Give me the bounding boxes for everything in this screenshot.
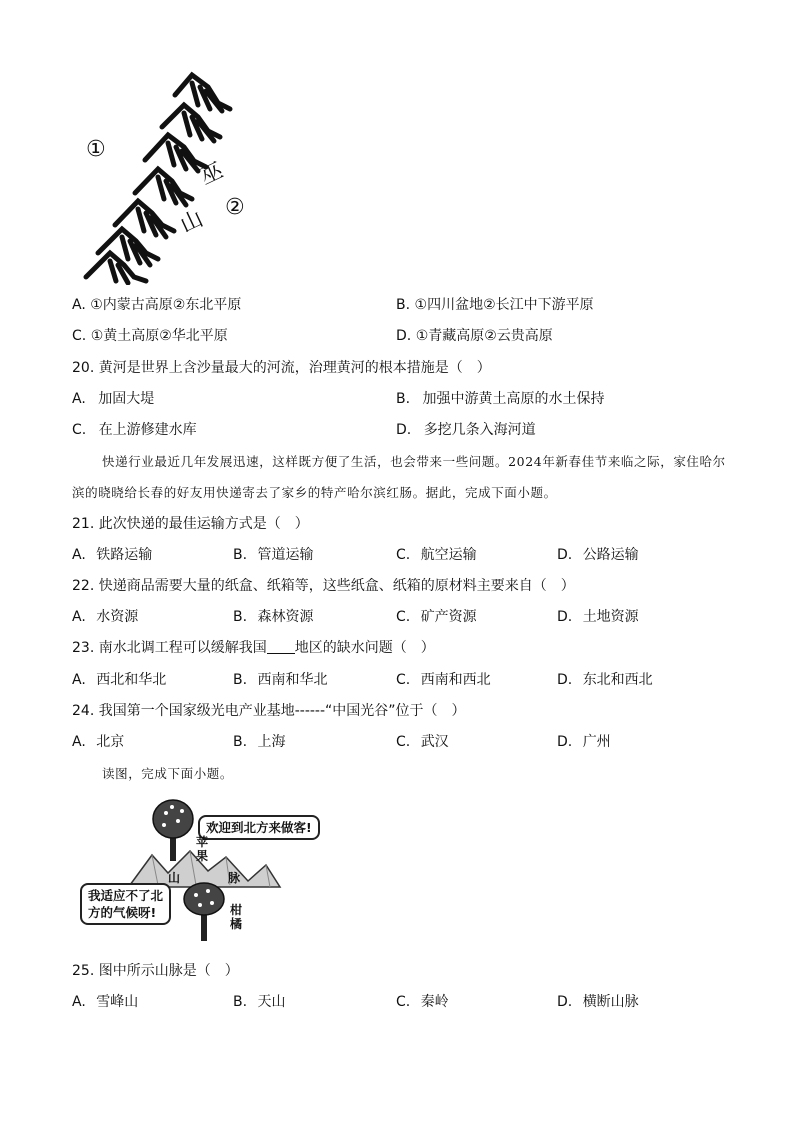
q20-option-d[interactable] [396,420,536,440]
q21-option-c[interactable] [396,545,477,565]
orange-label-1: 柑 [230,903,243,917]
q19-option-b[interactable] [396,295,594,315]
q21-option-b[interactable] [233,545,314,565]
option-letter: B. [233,547,248,563]
speech-bubble-north [198,815,320,840]
option-letter: B. [396,391,411,407]
option-letter: D. [557,672,573,688]
option-text: 多挖几条入海河道 [423,422,536,438]
option-letter: A. [72,734,86,750]
apple-label-1: 苹 [196,835,209,849]
option-letter: A. [72,297,86,313]
option-text: ①黄土高原②华北平原 [90,328,228,344]
option-text: 矿产资源 [420,609,477,625]
orange-tree-icon [184,883,224,941]
option-text: 在上游修建水库 [98,422,197,438]
option-text: ①青藏高原②云贵高原 [415,328,553,344]
option-text: 航空运输 [420,547,477,563]
q22-option-c[interactable] [396,607,477,627]
answer-blank[interactable] [267,639,295,654]
option-letter: D. [557,994,573,1010]
q21-option-a[interactable] [72,545,152,565]
bubble-orange-line1: 我适应不了北 [88,888,164,903]
option-letter: D. [557,734,573,750]
option-letter: A. [72,547,86,563]
q19-option-c[interactable] [72,326,228,346]
marker-2: ② [225,195,245,220]
option-text: 秦岭 [420,994,449,1010]
q25-option-b[interactable] [233,992,286,1012]
option-letter: D. [557,547,573,563]
option-letter: C. [396,994,411,1010]
mountain-label-2: 脉 [228,871,241,885]
option-letter: B. [233,734,248,750]
option-text: ①内蒙古高原②东北平原 [90,297,242,313]
option-text: 广州 [582,734,611,750]
q24-option-b[interactable] [233,732,286,752]
speech-bubble-orange [80,883,171,925]
option-letter: C. [72,422,87,438]
option-text: 雪峰山 [96,994,139,1010]
bubble-north-text: 欢迎到北方来做客! [206,820,312,835]
option-text: 森林资源 [257,609,314,625]
option-letter: A. [72,994,86,1010]
option-text: 土地资源 [582,609,639,625]
option-letter: C. [72,328,87,344]
q25-option-a[interactable] [72,992,138,1012]
option-text: 西南和西北 [420,672,491,688]
q22-option-d[interactable] [557,607,639,627]
marker-1: ① [86,137,106,162]
option-text: 加强中游黄土高原的水土保持 [422,391,605,407]
q22-option-a[interactable] [72,607,138,627]
mountain-label-1: 山 [168,871,181,885]
wu-char: 巫 [196,158,228,191]
q21-stem: 21. 此次快递的最佳运输方式是（ ） [72,516,309,532]
option-letter: A. [72,609,86,625]
option-letter: B. [233,609,248,625]
option-text: 加固大堤 [98,391,155,407]
apple-tree-icon [153,800,193,861]
q22-option-b[interactable] [233,607,314,627]
apple-label-2: 果 [196,849,209,863]
q21-option-d[interactable] [557,545,639,565]
q20-stem: 20. 黄河是世界上含沙量最大的河流，治理黄河的根本措施是（ ） [72,360,491,376]
option-text: 武汉 [420,734,449,750]
orange-label-2: 橘 [230,917,243,931]
q20-option-c[interactable] [72,420,197,440]
q19-option-d[interactable] [396,326,553,346]
q24-option-c[interactable] [396,732,449,752]
figure-wushan [80,65,270,285]
option-text: 铁路运输 [96,547,153,563]
q23-option-c[interactable] [396,670,491,690]
option-text: 上海 [257,734,286,750]
shan-char: 山 [176,206,208,239]
option-letter: C. [396,672,411,688]
option-text: 天山 [257,994,286,1010]
q24-option-a[interactable] [72,732,124,752]
option-letter: B. [233,672,248,688]
q20-option-a[interactable] [72,389,154,409]
q23-option-b[interactable] [233,670,328,690]
option-letter: C. [396,734,411,750]
q23-stem-before: 23. 南水北调工程可以缓解我国 [72,640,267,656]
q22-stem: 22. 快递商品需要大量的纸盒、纸箱等，这些纸盒、纸箱的原材料主要来自（ ） [72,578,575,594]
q24-stem: 24. 我国第一个国家级光电产业基地------“中国光谷”位于（ ） [72,703,466,719]
option-letter: B. [233,994,248,1010]
option-letter: C. [396,609,411,625]
option-letter: C. [396,547,411,563]
q23-stem-after: 地区的缺水问题（ ） [294,640,435,656]
passage-express: 快递行业最近几年发展迅速，这样既方便了生活，也会带来一些问题。2024年新春佳节来临之际，家住哈尔滨的晓晓给长春的好友用快递寄去了家乡的特产哈尔滨红肠。据此，完成下面小题。 [72,454,726,500]
figure-qinling [80,795,350,945]
q25-option-c[interactable] [396,992,449,1012]
option-text: 西北和华北 [96,672,167,688]
option-text: 东北和西北 [582,672,653,688]
q23-option-a[interactable] [72,670,166,690]
option-letter: D. [396,422,412,438]
bubble-orange-line2: 方的气候呀! [88,905,157,920]
q23-stem [72,638,435,658]
option-text: 横断山脉 [582,994,639,1010]
option-text: 西南和华北 [257,672,328,688]
option-text: 北京 [96,734,125,750]
option-letter: D. [557,609,573,625]
option-text: 管道运输 [257,547,314,563]
intro-read-figure: 读图，完成下面小题。 [102,766,234,781]
option-letter: A. [72,391,86,407]
q25-option-d[interactable] [557,992,639,1012]
option-letter: B. [396,297,411,313]
q24-option-d[interactable] [557,732,611,752]
option-letter: A. [72,672,86,688]
q20-option-b[interactable] [396,389,605,409]
option-text: 公路运输 [582,547,639,563]
q25-stem: 25. 图中所示山脉是（ ） [72,963,239,979]
option-letter: D. [396,328,412,344]
option-text: 水资源 [96,609,139,625]
q23-option-d[interactable] [557,670,653,690]
wushan-mountains-illustration [80,65,270,285]
option-text: ①四川盆地②长江中下游平原 [414,297,594,313]
q19-option-a[interactable] [72,295,241,315]
